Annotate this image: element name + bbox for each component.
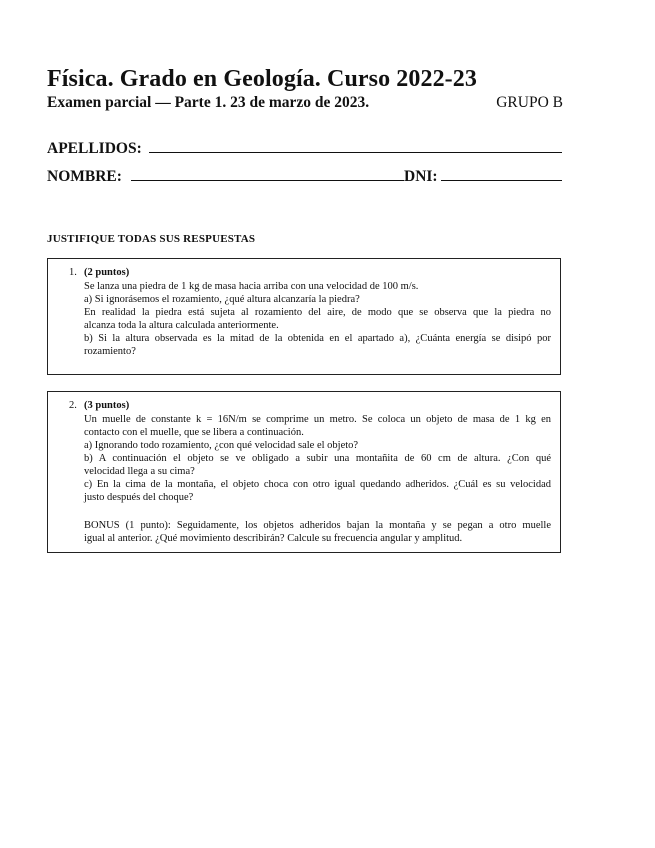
question-line: b) Si la altura observada es la mitad de la obtenida en el apartado a), ¿Cuánta energía se disipó por [84,333,551,344]
bonus-line: BONUS (1 punto): Seguidamente, los objetos adheridos bajan la montaña y se pegan a otro muelle [84,520,551,531]
question-line: Se lanza una piedra de 1 kg de masa hacia arriba con una velocidad de 100 m/s. [84,281,419,292]
exam-title: Física. Grado en Geología. Curso 2022-23 [47,66,477,92]
bonus-line: igual al anterior. ¿Qué movimiento describirán? Calcule su frecuencia angular y amplitud. [84,533,463,544]
apellidos-label: APELLIDOS: [47,140,142,157]
question-number: 2. [69,400,77,411]
question-box-1 [47,258,561,375]
question-line: contacto con el muelle, que se libera a continuación. [84,427,304,438]
exam-subtitle: Examen parcial — Parte 1. 23 de marzo de 2023. [47,94,370,111]
instruction-text: JUSTIFIQUE TODAS SUS RESPUESTAS [47,233,256,245]
question-line: Un muelle de constante k = 16N/m se comprime un metro. Se coloca un objeto de masa de 1 kg en [84,414,551,425]
question-line: a) Ignorando todo rozamiento, ¿con qué velocidad sale el objeto? [84,440,359,451]
group-label: GRUPO B [496,94,563,111]
question-box-2 [47,391,561,553]
subtitle-row [47,94,563,114]
question-line: a) Si ignorásemos el rozamiento, ¿qué altura alcanzaría la piedra? [84,294,360,305]
nombre-line[interactable] [131,180,404,181]
question-line: velocidad llega a su cima? [84,466,195,477]
question-line: En realidad la piedra está sujeta al rozamiento del aire, de modo que se observa que la piedra no [84,307,551,318]
question-line: b) A continuación el objeto se ve obligado a subir una montañita de 60 cm de altura. ¿Con qué [84,453,551,464]
question-line: justo después del choque? [84,492,194,503]
dni-line[interactable] [441,180,562,181]
apellidos-line[interactable] [149,152,562,153]
question-line: rozamiento? [84,346,136,357]
question-points: (2 puntos) [84,267,130,278]
nombre-label: NOMBRE: [47,168,122,185]
question-points: (3 puntos) [84,400,130,411]
question-line: alcanza toda la altura calculada anteriormente. [84,320,279,331]
question-number: 1. [69,267,77,278]
question-line: c) En la cima de la montaña, el objeto choca con otro igual quedando adheridos. ¿Cuál es su velocidad [84,479,551,490]
dni-label: DNI: [404,168,438,185]
